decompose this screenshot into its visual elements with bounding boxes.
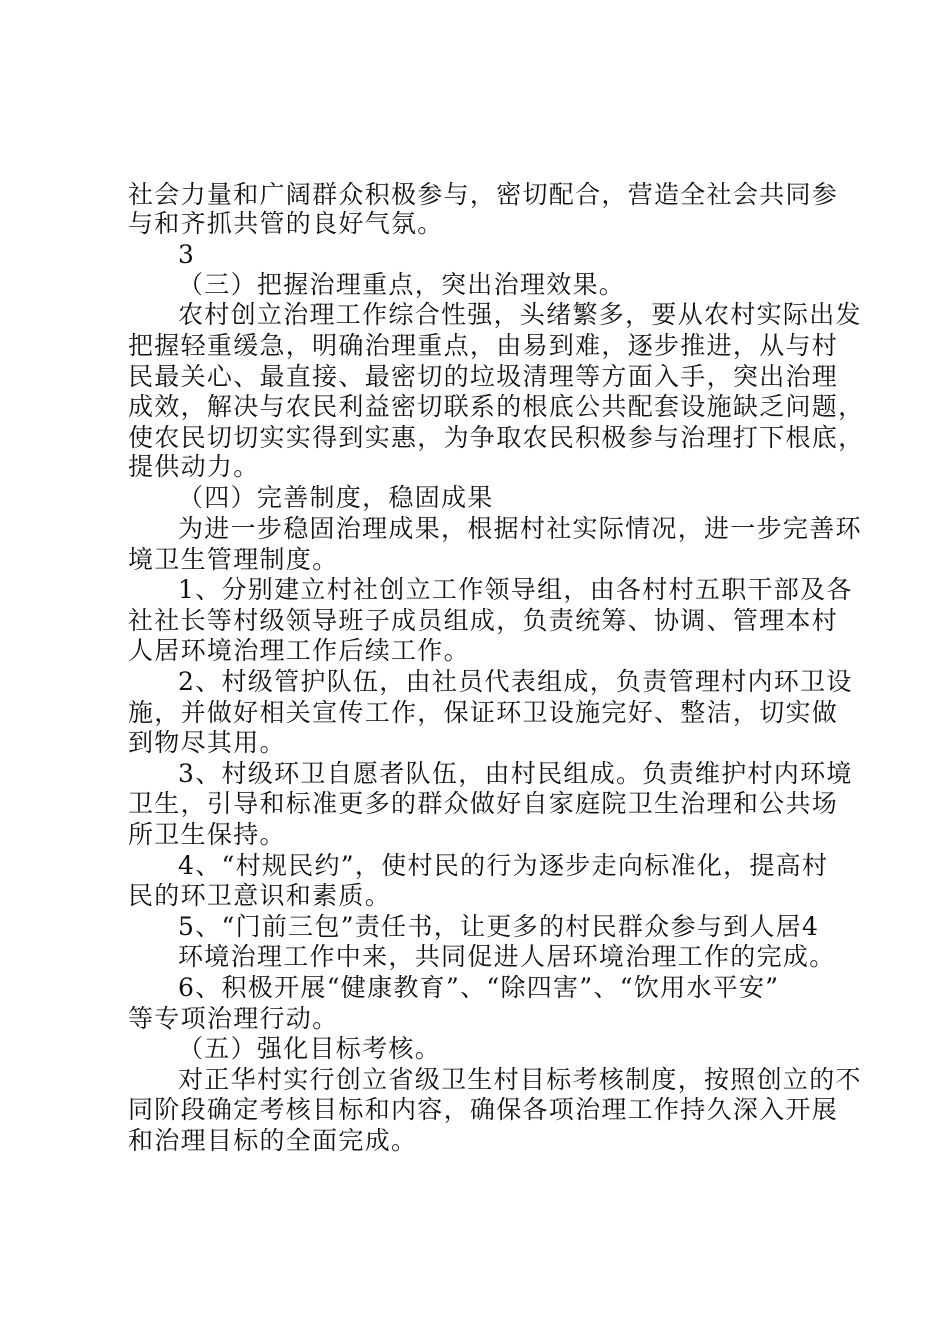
text-line: 使农民切切实实得到实惠，为争取农民积极参与治理打下根底， [128,423,865,452]
page-number: 3 [178,240,196,269]
text-line: 卫生，引导和标准更多的群众做好自家庭院卫生治理和公共场 [128,789,839,818]
section-heading: （四）完善制度，稳固成果 [178,483,494,512]
section-heading: （三）把握治理重点，突出治理效果。 [178,270,626,299]
text-line: 提供动力。 [128,452,260,481]
list-item: 4、“村规民约”，使村民的行为逐步走向标准化，提高村 [178,851,829,880]
text-line: 农村创立治理工作综合性强，头绪繁多，要从农村实际出发 [178,300,862,329]
text-line: 环境治理工作中来，共同促进人居环境治理工作的完成。 [178,942,836,971]
list-item: 5、“门前三包”责任书，让更多的村民群众参与到人居4 [178,912,820,941]
text-line: 同阶段确定考核目标和内容，确保各项治理工作持久深入开展 [128,1095,839,1124]
text-line: 社会力量和广阔群众积极参与，密切配合，营造全社会共同参 [128,180,839,209]
text-line: 民最关心、最直接、最密切的垃圾清理等方面入手，突出治理 [128,362,839,391]
list-item: 1、分别建立村社创立工作领导组，由各村村五职干部及各 [178,575,853,604]
text-line: 境卫生管理制度。 [128,545,339,574]
text-line: 民的环卫意识和素质。 [128,881,392,910]
text-line: 为进一步稳固治理成果，根据村社实际情况，进一步完善环 [178,514,862,543]
list-item: 3、村级环卫自愿者队伍，由村民组成。负责维护村内环境 [178,759,853,788]
text-line: 把握轻重缓急，明确治理重点，由易到难，逐步推进，从与村 [128,331,839,360]
list-item: 2、村级管护队伍，由社员代表组成，负责管理村内环卫设 [178,667,853,696]
text-line: 施，并做好相关宣传工作，保证环卫设施完好、整洁，切实做 [128,698,839,727]
text-line: 所卫生保持。 [128,820,286,849]
text-line: 到物尽其用。 [128,728,286,757]
text-line: 与和齐抓共管的良好气氛。 [128,209,444,238]
list-item: 6、积极开展“健康教育”、“除四害”、“饮用水平安” [178,973,780,1002]
text-line: 社社长等村级领导班子成员组成，负责统筹、协调、管理本村 [128,606,839,635]
text-line: 对正华村实行创立省级卫生村目标考核制度，按照创立的不 [178,1065,862,1094]
text-line: 和治理目标的全面完成。 [128,1126,418,1155]
text-line: 人居环境治理工作后续工作。 [128,636,470,665]
section-heading: （五）强化目标考核。 [178,1034,442,1063]
text-line: 成效，解决与农民利益密切联系的根底公共配套设施缺乏问题， [128,392,865,421]
text-line: 等专项治理行动。 [128,1004,339,1033]
